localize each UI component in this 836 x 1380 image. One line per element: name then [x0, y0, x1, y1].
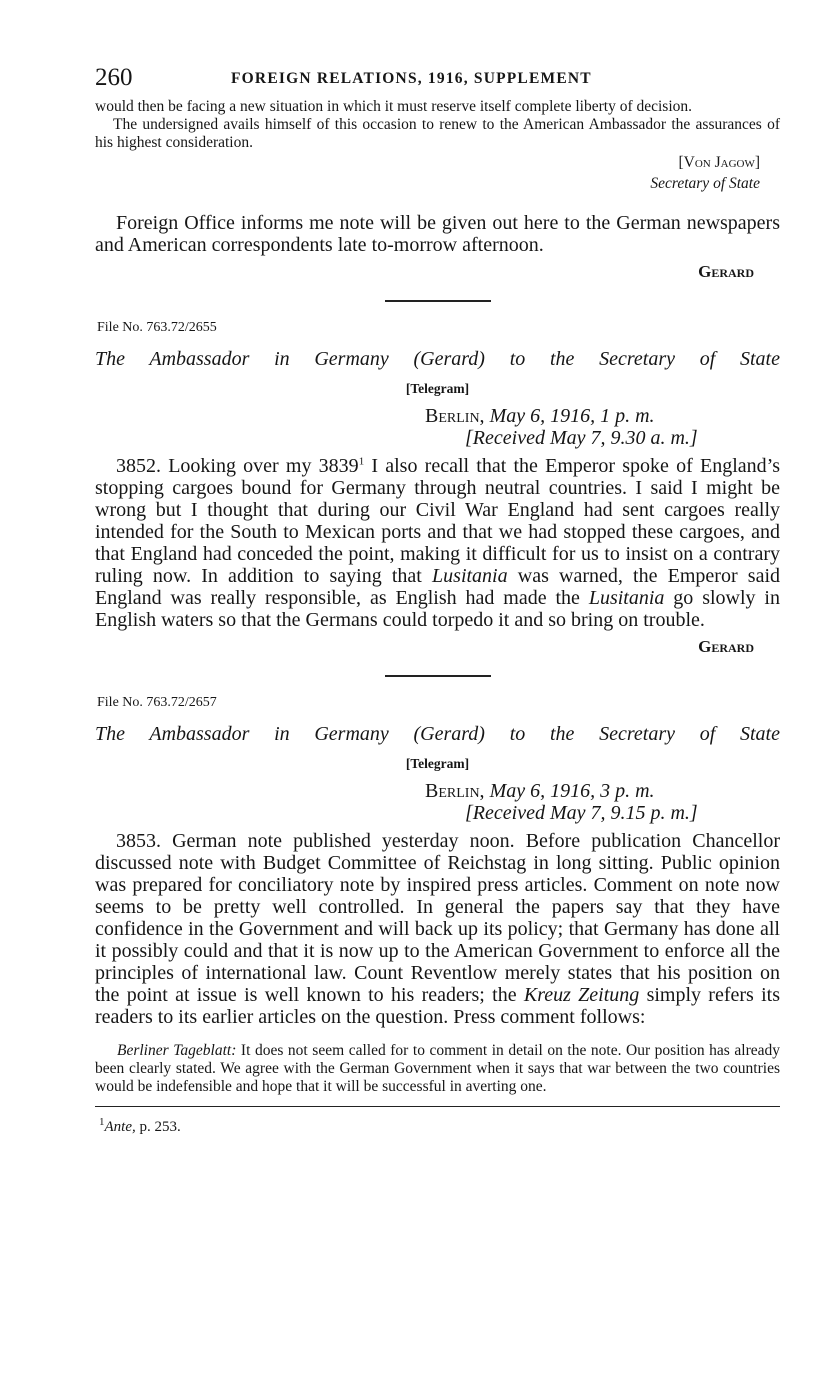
footnote-marker: 1: [99, 1116, 105, 1128]
gerard-signature-2: Gerard: [698, 637, 754, 656]
doc1-body-middle: I also recall that the Emperor spoke of England’s stopping cargoes bound for Germany through neutral countries. I said I might be wrong but I thought that during our Civil War England had sent cargoes really intended for the South to Mexican ports and that we had stopped these cargoes, and that England had conceded the point, making it difficult for us to insist on a contrary ruling now. In addition to saying that: [95, 455, 780, 587]
running-header: [95, 64, 780, 98]
doc1-body-start: 3852. Looking over my 3839: [116, 455, 359, 477]
doc2-title: The Ambassador in Germany (Gerard) to the Secretary of State: [95, 723, 780, 745]
doc2-date-time: May 6, 1916, 3 p. m.: [489, 780, 655, 802]
section-divider-2: [385, 675, 491, 677]
doc1-title: The Ambassador in Germany (Gerard) to the Secretary of State: [95, 348, 780, 370]
von-jagow-title: Secretary of State: [650, 175, 760, 192]
lusitania-2: Lusitania: [588, 587, 665, 609]
lusitania-1: Lusitania: [432, 565, 508, 587]
doc2-body-start: 3853. German note published yesterday noon. Before publication Chancellor discussed note with Budget Committee of Reichstag in long sitting. Public opinion was prepared for conciliatory note by inspired press articles. Comment on note now seems to be pretty well controlled. In general the papers say that they have confidence in the Government and will back up its policy; that Germany has done all it possibly could and that it is now up to the American Government to enforce all the principles of international law. Count Reventlow merely states that his position on the point at issue is well known to his readers; the: [95, 830, 780, 1006]
doc1-received: [Received May 7, 9.30 a. m.]: [465, 427, 698, 449]
press-quote: [95, 1042, 780, 1096]
doc2-body-end: simply refers its readers to its earlier articles on the question. Press comment follows:: [95, 984, 780, 1028]
continuation-paragraph: would then be facing a new situation in which it must reserve itself complete liberty of decision.: [95, 98, 693, 115]
footnote-ref: 1: [358, 455, 365, 468]
document-page: [95, 64, 780, 1136]
closing-paragraph: Foreign Office informs me note will be given out here to the German newspapers and American correspondents late to-morrow afternoon.: [95, 212, 780, 256]
quote-source: Berliner Tageblatt:: [117, 1042, 237, 1059]
von-jagow-name: [Von Jagow]: [678, 154, 760, 171]
kreuz-zeitung: Kreuz Zeitung: [523, 984, 640, 1006]
doc2-telegram-label: [Telegram]: [405, 756, 470, 771]
section-divider-1: [385, 300, 491, 302]
footnote-ante: Ante,: [104, 1119, 136, 1135]
file-number-2655: File No. 763.72/2655: [97, 320, 217, 335]
footnote-divider: [95, 1106, 780, 1107]
file-number-2657: File No. 763.72/2657: [97, 695, 217, 710]
quote-text: It does not seem called for to comment in detail on the note. Our position has already been clearly stated. We agree with the German Government when it says that war between the two countries would be indefensible and hope that it will be successful in averting one.: [95, 1042, 780, 1095]
footnote: [99, 1116, 780, 1136]
doc1-body-end: go slowly in English waters so that the Germans could torpedo it and so bring on trouble.: [95, 587, 780, 631]
doc1-place: Berlin,: [425, 405, 485, 427]
doc2-body: [95, 830, 780, 1028]
courtesy-paragraph: The undersigned avails himself of this occasion to renew to the American Ambassador the assurances of his highest consideration.: [95, 116, 780, 151]
doc2-received: [Received May 7, 9.15 p. m.]: [465, 802, 698, 824]
von-jagow-signature-block: [95, 152, 760, 194]
page-number: 260: [95, 64, 133, 91]
doc1-body: [95, 455, 780, 631]
doc1-date-time: May 6, 1916, 1 p. m.: [489, 405, 655, 427]
running-title: FOREIGN RELATIONS, 1916, SUPPLEMENT: [231, 70, 592, 87]
doc1-dateline: [425, 405, 780, 427]
footnote-text: p. 253.: [135, 1119, 181, 1135]
gerard-signature-1: Gerard: [698, 262, 754, 281]
doc1-body-middle-2: was warned, the Emperor said England was really responsible, as English had made the: [95, 565, 780, 609]
doc2-dateline: [425, 780, 780, 802]
doc1-telegram-label: [Telegram]: [405, 381, 470, 396]
doc2-place: Berlin,: [425, 780, 485, 802]
